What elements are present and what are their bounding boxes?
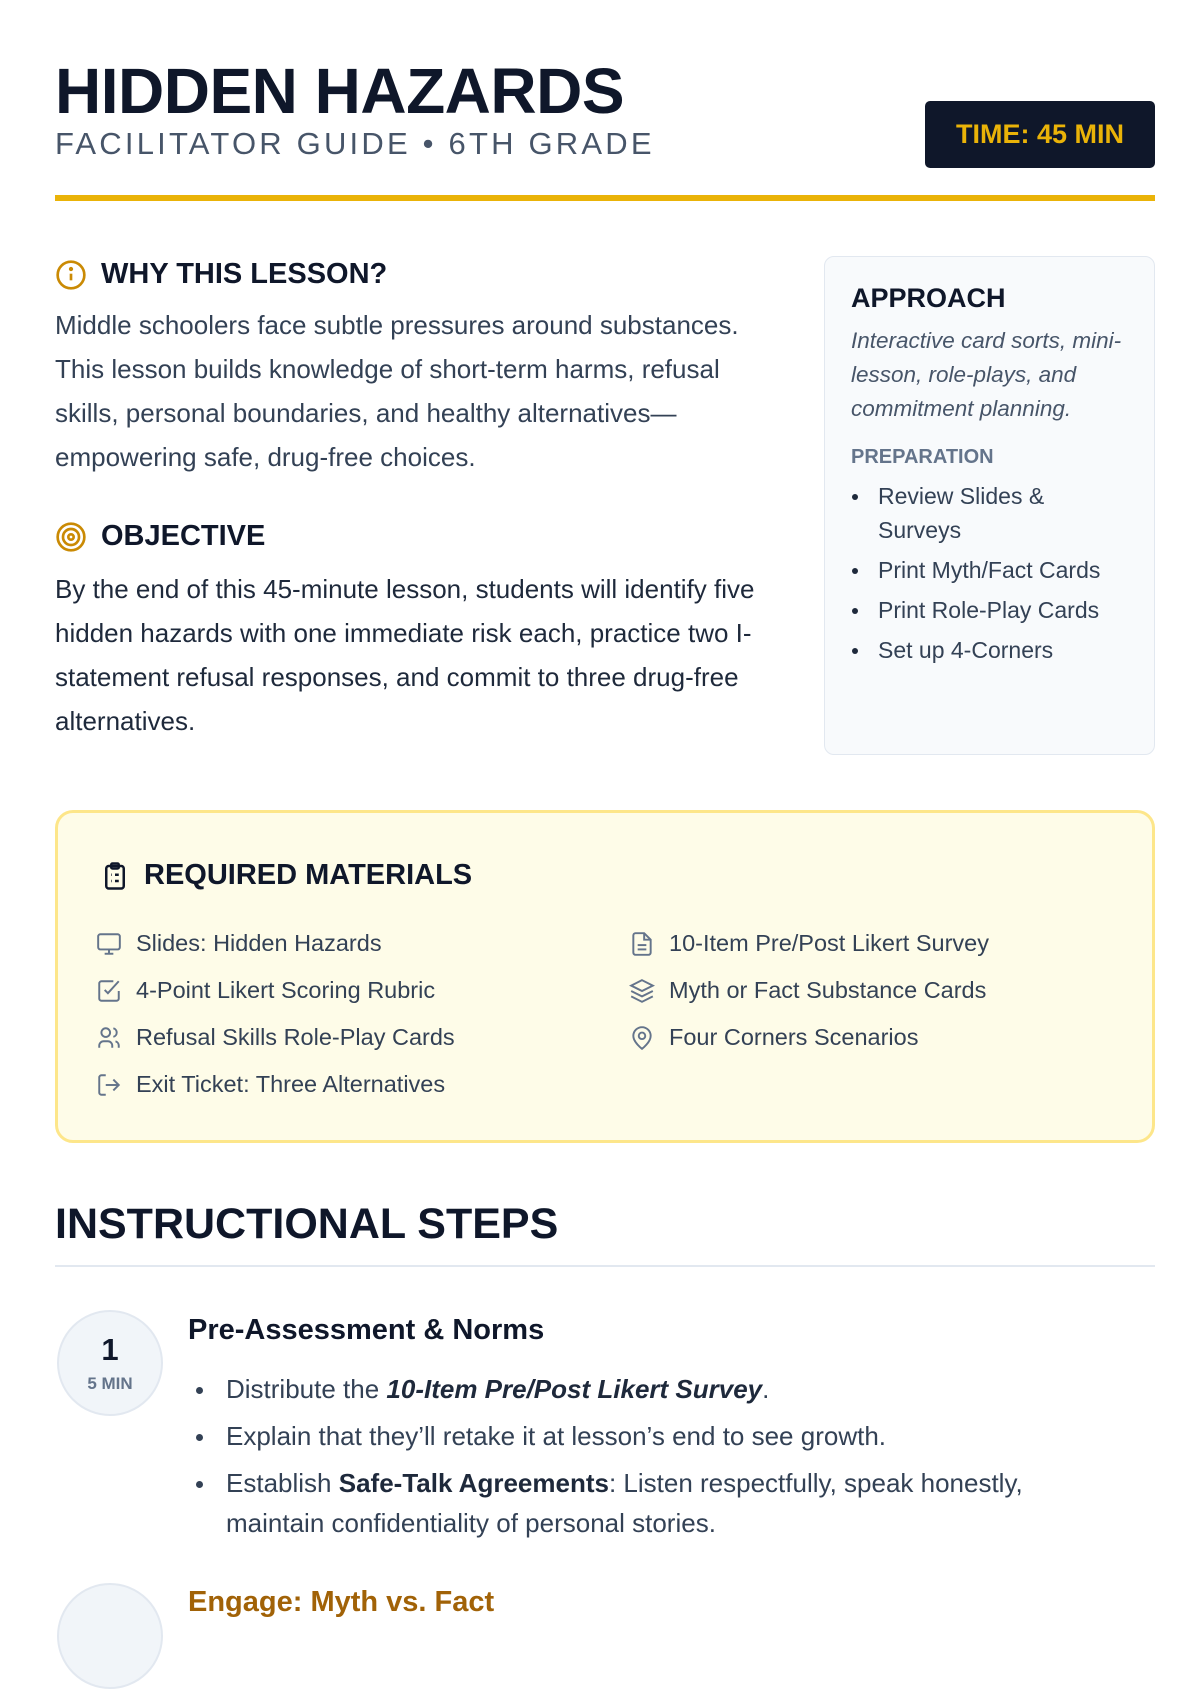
- map-pin-icon: [629, 1025, 655, 1051]
- prep-item: Set up 4-Corners: [851, 633, 1128, 667]
- preparation-heading: PREPARATION: [851, 446, 994, 468]
- clipboard-list-icon: [100, 860, 130, 892]
- material-label: Exit Ticket: Three Alternatives: [136, 1071, 446, 1097]
- checkbox-icon: [96, 978, 122, 1004]
- time-badge: TIME: 45 MIN: [925, 101, 1155, 168]
- step-title: Engage: Myth vs. Fact: [188, 1586, 495, 1618]
- approach-card: [824, 256, 1155, 755]
- approach-text: Interactive card sorts, mini-lesson, role-plays, and commitment planning.: [851, 328, 1122, 421]
- material-item: [96, 1071, 445, 1098]
- step-bullet: Establish Safe-Talk Agreements: Listen respectfully, speak honestly, maintain confidentiality of personal stories.: [194, 1463, 1124, 1543]
- step-number: 1: [101, 1332, 119, 1367]
- material-label: Slides: Hidden Hazards: [136, 930, 382, 956]
- users-icon: [96, 1025, 122, 1051]
- material-label: Myth or Fact Substance Cards: [669, 977, 987, 1003]
- prep-item: Review Slides & Surveys: [851, 479, 1128, 547]
- materials-heading: REQUIRED MATERIALS: [144, 859, 473, 891]
- step-bullet: Explain that they’ll retake it at lesson’s end to see growth.: [194, 1416, 1124, 1456]
- page-title: HIDDEN HAZARDS: [55, 55, 624, 127]
- material-item: [629, 930, 989, 957]
- step-duration: 5 MIN: [87, 1374, 133, 1393]
- material-item: [96, 930, 382, 957]
- step-bullets: [194, 1369, 1124, 1550]
- objective-text: By the end of this 45-minute lesson, students will identify five hidden hazards with one immediate risk each, practice two I-statement refusal responses, and commit to three drug-free alternatives.: [55, 574, 755, 736]
- material-item: [629, 1024, 918, 1051]
- approach-heading: APPROACH: [851, 283, 1006, 313]
- step-title: Pre-Assessment & Norms: [188, 1314, 545, 1346]
- header-divider: [55, 195, 1155, 201]
- why-heading: WHY THIS LESSON?: [101, 258, 388, 290]
- target-icon: [55, 521, 87, 553]
- page-subtitle: FACILITATOR GUIDE • 6TH GRADE: [55, 126, 655, 161]
- info-icon: [55, 259, 87, 291]
- step-bullet: Distribute the 10-Item Pre/Post Likert Survey.: [194, 1369, 1124, 1409]
- material-item: [96, 1024, 455, 1051]
- layers-icon: [629, 978, 655, 1004]
- material-label: 4-Point Likert Scoring Rubric: [136, 977, 436, 1003]
- material-item: [96, 977, 435, 1004]
- prep-item: Print Myth/Fact Cards: [851, 553, 1128, 587]
- preparation-list: [851, 479, 1128, 667]
- monitor-icon: [96, 931, 122, 957]
- prep-item: Print Role-Play Cards: [851, 593, 1128, 627]
- objective-section: [55, 520, 785, 743]
- material-label: 10-Item Pre/Post Likert Survey: [669, 930, 989, 956]
- objective-heading: OBJECTIVE: [101, 520, 266, 552]
- why-text: Middle schoolers face subtle pressures around substances. This lesson builds knowledge of short-term harms, refusal skills, personal boundaries, and healthy alternatives—empowering safe, drug-free choices.: [55, 310, 739, 472]
- material-label: Four Corners Scenarios: [669, 1024, 919, 1050]
- step-number-badge: [57, 1583, 163, 1689]
- material-item: [629, 977, 986, 1004]
- why-section: [55, 258, 785, 479]
- steps-divider: [55, 1265, 1155, 1267]
- steps-heading: INSTRUCTIONAL STEPS: [55, 1200, 559, 1248]
- materials-card: [55, 810, 1155, 1143]
- file-text-icon: [629, 931, 655, 957]
- log-out-icon: [96, 1072, 122, 1098]
- material-label: Refusal Skills Role-Play Cards: [136, 1024, 455, 1050]
- step-number-badge: [57, 1310, 163, 1416]
